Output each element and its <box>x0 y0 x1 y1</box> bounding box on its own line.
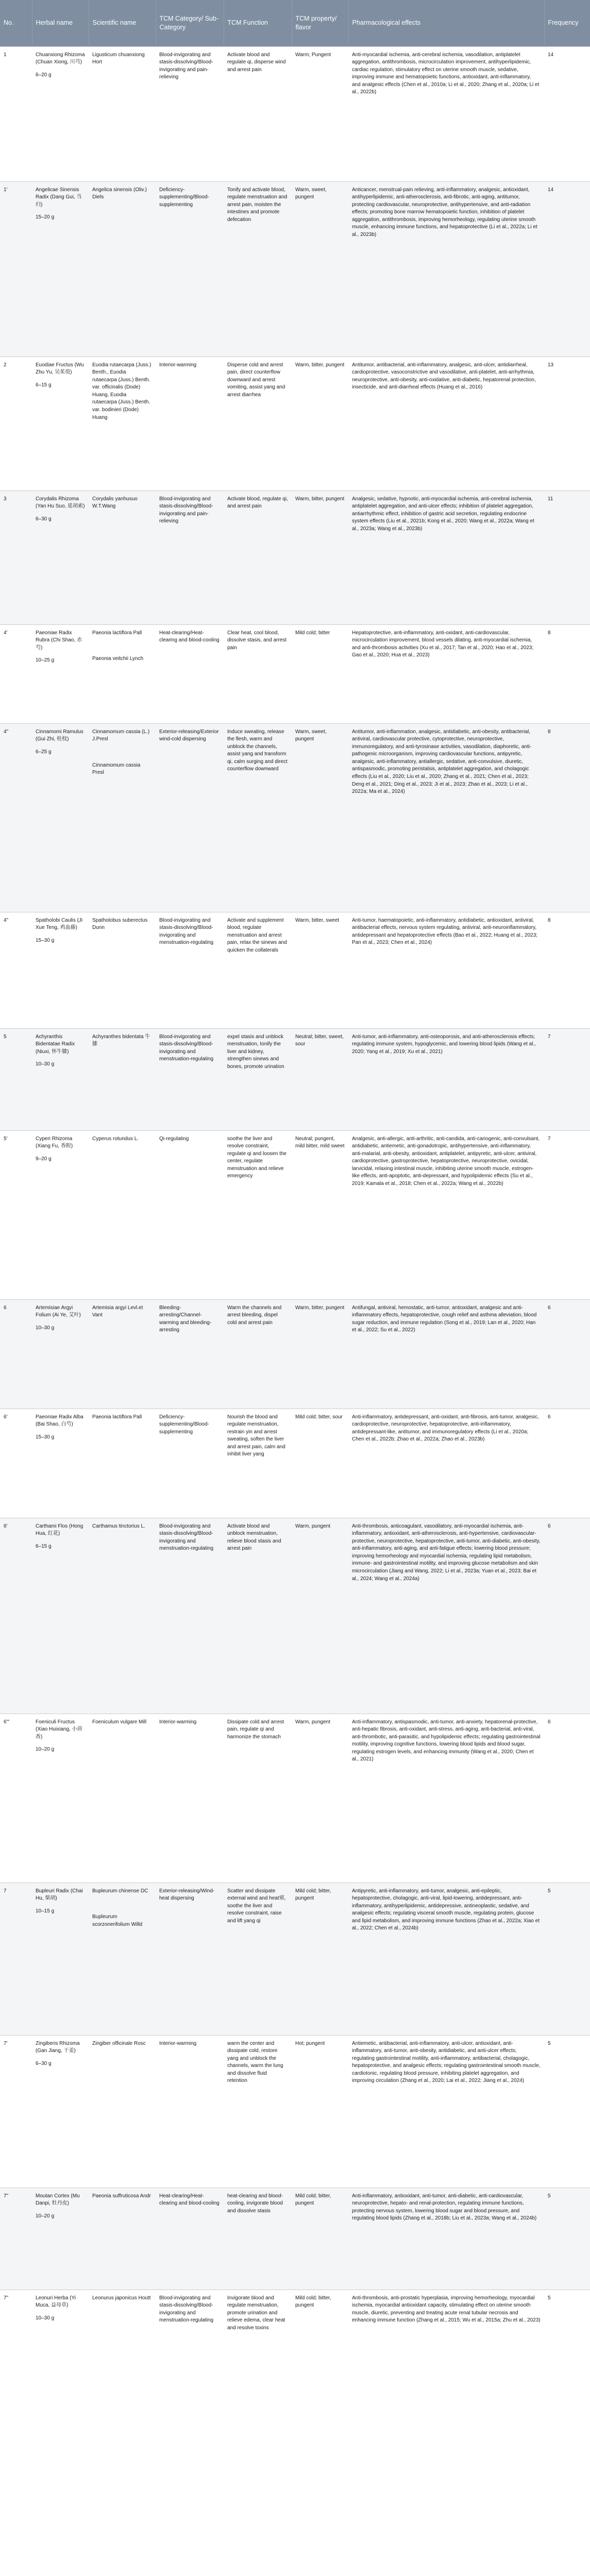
cell-category: Heat-clearing/Heat-clearing and blood-cooling <box>156 2188 224 2290</box>
cell-scientific-name <box>89 2290 156 2406</box>
cell-function: Scatter and dissipate external wind and heat邪, soothe the liver and resolve constraint, raise and lift yang qi <box>224 1883 292 2035</box>
cell-scientific-name <box>89 723 156 912</box>
cell-function: Tonify and activate blood, regulate menstruation and arrest pain, moisten the intestines and promote defecation <box>224 181 292 357</box>
table-row <box>0 1299 590 1409</box>
cell-property: Mild cold; bitter, sour <box>292 1409 348 1518</box>
cell-scientific-name <box>89 357 156 490</box>
cell-function: Activate and supplement blood, regulate menstruation and arrest pain, relax the sinews and quicken the collaterals <box>224 912 292 1028</box>
table-row <box>0 912 590 1028</box>
cell-scientific-name <box>89 912 156 1028</box>
herbal-name-text: Moutan Cortex (Mu Danpi, 牡丹皮) <box>36 2193 80 2207</box>
scientific-name-text: Bupleurum chinense DC <box>92 1888 148 1894</box>
cell-scientific-name <box>89 624 156 723</box>
cell-pharmacological: Antipyretic, anti-inflammatory, anti-tumor, analgesic, anti-epileptic, hepatoprotective, cholagogic, anti-viral, lipid-lowering, antidepressant, anti-inflammatory, antihyperlipidemic, antidepressive, antineoplastic, sedative, and analgesic effects; regulating visceral smooth muscle, regulating protein, glucose and lipid metabolism, and improving immune functions (Zhao et al., 2022a; Xiao et al., 2022; Chen et al., 2024b) <box>348 1883 544 2035</box>
cell-property: Warm, sweet, pungent <box>292 723 348 912</box>
cell-function: Clear heat, cool blood, dissolve stasis, and arrest pain <box>224 624 292 723</box>
dose-text: 10–20 g <box>36 1747 55 1753</box>
table-row <box>0 1883 590 2035</box>
cell-herbal-name <box>32 490 89 624</box>
header-pharmacological: Pharmacological effects <box>348 0 544 46</box>
cell-property: Warm, bitter, pungent <box>292 357 348 490</box>
cell-function: warm the center and dissipate cold, restore yang and unblock the channels, warm the lung and dissolve fluid retention <box>224 2035 292 2188</box>
cell-no: 4" <box>0 912 32 1028</box>
cell-category: Bleeding-arresting/Channel-warming and bleeding-arresting <box>156 1299 224 1409</box>
cell-function: Invigorate blood and regulate menstruation, promote urination and relieve edema, clear heat and resolve toxins <box>224 2290 292 2406</box>
table-row <box>0 1518 590 1714</box>
table-row <box>0 1409 590 1518</box>
cell-scientific-name <box>89 46 156 181</box>
cell-no: 6'" <box>0 1714 32 1883</box>
cell-frequency: 5 <box>544 2035 590 2188</box>
cell-frequency: 6 <box>544 1714 590 1883</box>
cell-category: Blood-invigorating and stasis-dissolving/Blood-invigorating and menstruation-regulating <box>156 2290 224 2406</box>
cell-pharmacological: Anti-thrombosis, anticoagulant, vasodilatory, anti-myocardial ischemia, anti-inflammatory, antioxidant, anti-atherosclerosis, anti-hypertensive, cardiovascular-protective, neuroprotective, hepatoprotective, anti-tumor, anti-diabetic, anti-obesity, anti-inflammatory, anti-aging, and anti-fatigue effects; lowering blood pressure; improving hemorheology and myocardial ischemia, regulating lipid metabolism, immune- and gastrointestinal motility, and improving glucose metabolism and skin microcirculation (Jiang and Wang, 2022; Li et al., 2023a; Yuan et al., 2023; Bai et al., 2024; Wang et al., 2024a) <box>348 1518 544 1714</box>
cell-frequency: 6 <box>544 1299 590 1409</box>
cell-frequency: 5 <box>544 2290 590 2406</box>
table-row <box>0 46 590 181</box>
cell-property: Warm, pungent <box>292 1518 348 1714</box>
cell-property: Warm; Pungent <box>292 46 348 181</box>
herbal-name-text: Angelicae Sinensis Radix (Dang Gui, 当归) <box>36 187 82 208</box>
cell-property: Mild cold; bitter <box>292 624 348 723</box>
cell-no: 6' <box>0 1409 32 1518</box>
herbal-name-text: Corydalis Rhizoma (Yan Hu Suo, 延胡索) <box>36 496 85 510</box>
scientific-name-text: Cinnamomum cassia Presl <box>92 762 141 776</box>
cell-frequency: 5 <box>544 2188 590 2290</box>
cell-category: Qi-regulating <box>156 1130 224 1299</box>
cell-scientific-name <box>89 1883 156 2035</box>
cell-herbal-name <box>32 2035 89 2188</box>
cell-herbal-name <box>32 1518 89 1714</box>
cell-scientific-name <box>89 1028 156 1130</box>
table-row <box>0 723 590 912</box>
header-scientific-name: Scientific name <box>89 0 156 46</box>
dose-text: 10–25 g <box>36 657 55 664</box>
herbal-name-text: Bupleuri Radix (Chai Hu, 柴胡) <box>36 1888 83 1902</box>
scientific-name-text: Paeonia lactiflora Pall <box>92 1414 142 1420</box>
herbal-name-text: Leonuri Herba (Yi Muca, 益母草) <box>36 2295 76 2309</box>
cell-scientific-name <box>89 1714 156 1883</box>
cell-pharmacological: Anti-thrombosis, anti-prostatic hyperplasia, improving hemorheology, myocardial ischemia, myocardial antioxidant capacity, stimulating effect on uterine smooth muscle, diuretic, preventing and treating acute renal tubular necrosis and enhancing immune function (Zhang et al., 2015; Wu et al., 2015a; Zhu et al., 2023) <box>348 2290 544 2406</box>
table-row <box>0 2035 590 2188</box>
scientific-name-text: Carthamus tinctorius L. <box>92 1523 145 1529</box>
cell-property: Warm, bitter, sweet <box>292 912 348 1028</box>
cell-category: Deficiency-supplementing/Blood-supplementing <box>156 1409 224 1518</box>
cell-no: 2 <box>0 357 32 490</box>
table-row <box>0 2290 590 2406</box>
scientific-name-text: Corydalis yanhusuo W.T.Wang <box>92 496 138 510</box>
header-category: TCM Category/ Sub-Category <box>156 0 224 46</box>
cell-herbal-name <box>32 46 89 181</box>
dose-text: 10–20 g <box>36 2213 55 2219</box>
scientific-name-text: Spatholobus suberectus Dunn <box>92 917 148 931</box>
cell-category: Blood-invigorating and stasis-dissolving/Blood-invigorating and menstruation-regulating <box>156 1518 224 1714</box>
cell-pharmacological: Anti-inflammatory, antispasmodic, anti-tumor, anti-anxiety, hepatorenal-protective, anti-hepatic fibrosis, anti-oxidant, anti-stress, anti-aging, anti-bacterial, anti-viral, anti-thrombotic, anti-parasitic, and hypolipidemic effects; regulating gastrointestinal motility, improving cognitive functions, lowering blood lipids and blood sugar, regulating estrogen levels, and enhancing immunity (Wang et al., 2020; Chen et al., 2021) <box>348 1714 544 1883</box>
cell-category: Heat-clearing/Heat-clearing and blood-cooling <box>156 624 224 723</box>
dose-text: 15–30 g <box>36 1434 55 1440</box>
table-row <box>0 490 590 624</box>
header-no: No. <box>0 0 32 46</box>
cell-herbal-name <box>32 181 89 357</box>
cell-function: soothe the liver and resolve constraint, regulate qi and loosen the center, regulate menstruation and relieve emergency <box>224 1130 292 1299</box>
cell-function: Activate blood and unblock menstruation, relieve blood stasis and arrest pain <box>224 1518 292 1714</box>
cell-frequency: 6 <box>544 1518 590 1714</box>
header-herbal-name: Herbal name <box>32 0 89 46</box>
cell-herbal-name <box>32 1409 89 1518</box>
cell-herbal-name <box>32 1714 89 1883</box>
cell-no: 7" <box>0 2290 32 2406</box>
cell-no: 1 <box>0 46 32 181</box>
cell-herbal-name <box>32 723 89 912</box>
herbal-name-text: Achyranthis Bidentatae Radix (Niuxi, 怀牛膝) <box>36 1033 75 1055</box>
cell-frequency: 6 <box>544 1409 590 1518</box>
cell-scientific-name <box>89 1518 156 1714</box>
table-row <box>0 2188 590 2290</box>
cell-category: Exterior-releasing/Exterior wind-cold dispersing <box>156 723 224 912</box>
cell-herbal-name <box>32 1883 89 2035</box>
table-row <box>0 624 590 723</box>
cell-no: 5' <box>0 1130 32 1299</box>
cell-herbal-name <box>32 912 89 1028</box>
cell-herbal-name <box>32 357 89 490</box>
cell-property: Mild cold; bitter, pungent <box>292 1883 348 2035</box>
header-function: TCM Function <box>224 0 292 46</box>
table-row <box>0 181 590 357</box>
cell-property: Mild cold; bitter, pungent <box>292 2290 348 2406</box>
scientific-name-text: Paeonia veitchii Lynch <box>92 656 144 662</box>
scientific-name-text: Foeniculum vulgare Mill <box>92 1719 147 1725</box>
dose-text: 9–20 g <box>36 1156 52 1162</box>
cell-property: Neutral; bitter, sweet, sour <box>292 1028 348 1130</box>
cell-pharmacological: Hepatoprotective, anti-inflammatory, anti-oxidant, anti-cardiovascular, microcirculation improvement, blood vessels dilating, anti-myocardial ischemia, and anti-thrombosis activities (Xu et al., 2017; Tan et al., 2020; Hao et al., 2023; Gao et al., 2020; Hua et al., 2023) <box>348 624 544 723</box>
cell-category: Blood-invigorating and stasis-dissolving/Blood-invigorating and menstruation-regulating <box>156 912 224 1028</box>
dose-text: 10–30 g <box>36 1325 55 1331</box>
cell-pharmacological: Anti-tumor, haematopoietic, anti-inflammatory, antidiabetic, antioxidant, antiviral, antibacterial effects, nervous system regulating, antiviral, anti-neuroinflammatory, antidepressant and hepatoprotective effects (Bao et al., 2022; Huang et al., 2023; Pan et al., 2023; Chen et al., 2024) <box>348 912 544 1028</box>
cell-herbal-name <box>32 1130 89 1299</box>
cell-category: Deficiency-supplementing/Blood-supplementing <box>156 181 224 357</box>
header-frequency: Frequency <box>544 0 590 46</box>
table-header-row <box>0 0 590 46</box>
cell-scientific-name <box>89 1299 156 1409</box>
cell-pharmacological: Analgesic, sedative, hypnotic, anti-myocardial ischemia, anti-cerebral ischemia, antiplatelet aggregation, and anti-ulcer effects; inhibition of platelet aggregation, antiarrhythmic effect, inhibition of gastric acid secretion, regulating endocrine system effects (Liu et al., 2021b; Kong et al., 2020; Wang et al., 2022a; Wang et al., 2023a; Wang et al., 2023b) <box>348 490 544 624</box>
herbal-name-text: Spatholobi Caulis (Ji Xue Teng, 鸡血藤) <box>36 917 83 931</box>
herbal-name-text: Paeoniae Radix Alba (Bai Shao, 白芍) <box>36 1414 83 1428</box>
cell-scientific-name <box>89 1130 156 1299</box>
herbal-name-text: Artemisiae Argyi Folium (Ai Ye, 艾叶) <box>36 1304 81 1318</box>
cell-property: Warm, pungent <box>292 1714 348 1883</box>
cell-property: Warm, sweet, pungent <box>292 181 348 357</box>
cell-frequency: 5 <box>544 1883 590 2035</box>
cell-pharmacological: Antitumor, anti-inflammation, analgesic, antidiabetic, anti-obesity, antibacterial, antiviral, cardiovascular protective, cytoprotective, neuroprotective, immunoregulatory, and anti-tyrosinase activities, vasodilation, diaphoretic, anti-pathogenic microorganism, improving cardiovascular functions, antipyretic, analgesic, anti-inflammatory, antiallergic, sedative, anti-convulsive, diuretic, antispasmodic, promoting peristalsis, antiplatelet aggregation, and cholagogic effects (Liu et al., 2020; Liu et al., 2020; Zhang et al., 2021; Chen et al., 2023; Deng et al., 2021; Ding et al., 2023; Ji et al., 2023; Zhao et al., 2023; Li et al., 2022a; Ma et al., 2024) <box>348 723 544 912</box>
cell-scientific-name <box>89 2035 156 2188</box>
cell-herbal-name <box>32 2188 89 2290</box>
scientific-name-text: Euodia rutaecarpa (Juss.) Benth., Euodia rutaecarpa (Juss.) Benth. var. officinalis (Dode) Huang, Euodia rutaecarpa (Juss.) Benth. var. bodinieri (Dode) Huang <box>92 362 151 420</box>
cell-pharmacological: Anti-myocardial ischemia, anti-cerebral ischemia, vasodilation, antiplatelet aggregation, antithrombosis, microcirculation improvement, antihyperlipidemic, cardiac regulation, stimulatory effect on uterine smooth muscle, sedative, improving immune and hematopoietic functions, antioxidant, anti-inflammatory, and analgesic effects (Chen et al., 2010a; Li et al., 2020; Zhang et al., 2020a; Li et al., 2022b) <box>348 46 544 181</box>
cell-no: 7 <box>0 1883 32 2035</box>
cell-pharmacological: Antifungal, antiviral, hemostatic, anti-tumor, antioxidant, analgesic and anti-inflammatory effects, hepatoprotective, cough relief and asthma alleviation, blood sugar reduction, and immune regulation (Song et al., 2019; Lan et al., 2020; Han et al., 2022; Su et al., 2022) <box>348 1299 544 1409</box>
cell-category: Interior-warming <box>156 1714 224 1883</box>
dose-text: 6–20 g <box>36 72 52 78</box>
dose-text: 6–30 g <box>36 2060 52 2066</box>
dose-text: 10–15 g <box>36 1908 55 1914</box>
scientific-name-text: Cyperus rotundus L. <box>92 1136 139 1142</box>
table-row <box>0 1028 590 1130</box>
cell-category: Blood-invigorating and stasis-dissolving/Blood-invigorating and pain-relieving <box>156 46 224 181</box>
cell-herbal-name <box>32 2290 89 2406</box>
cell-property: Neutral; pungent, mild bitter, mild sweet <box>292 1130 348 1299</box>
cell-category: Interior-warming <box>156 357 224 490</box>
scientific-name-text: Artemisia argyi Levl.et Vant <box>92 1304 143 1318</box>
cell-no: 7" <box>0 2188 32 2290</box>
cell-function: Induce sweating, release the flesh, warm and unblock the channels, assist yang and transform qi, calm surging and direct counterflow downward <box>224 723 292 912</box>
cell-frequency: 8 <box>544 624 590 723</box>
cell-frequency: 8 <box>544 912 590 1028</box>
scientific-name-text: Paeonia lactiflora Pall <box>92 630 142 636</box>
herbal-name-text: Zingiberis Rhizoma (Gan Jiang, 干姜) <box>36 2040 80 2054</box>
cell-function: Nourish the blood and regulate menstruation, restrain yin and arrest sweating, soften the liver and arrest pain, calm and inhibit liver yang <box>224 1409 292 1518</box>
cell-pharmacological: Anticancer, menstrual-pain relieving, anti-inflammatory, analgesic, antioxidant, antihyperlipidemic, anti-atherosclerosis, anti-fibrotic, anti-aging, antitumor, protecting cardiovascular, neuroprotective, antihypertensive, and anti-radiation effects; promoting bone marrow hematopoietic function, inhibition of platelet aggregation, antithrombosis, improving hemorheology, regulating uterine smooth muscle, enhancing immune functions, and hepatoprotective (Li et al., 2022a; Li et al., 2023b) <box>348 181 544 357</box>
scientific-name-text: Cinnamomum cassia (L.) J.Presl <box>92 728 150 742</box>
cell-no: 4" <box>0 723 32 912</box>
cell-pharmacological: Antitumor, antibacterial, anti-inflammatory, analgesic, anti-ulcer, antidiarrheal, cardioprotective, vasoconstrictive and vasodilative, anti-platelet, anti-arrhythmia, neuroprotective, anti-obesity, anti-oxidative, anti-diabetic, hepatorenal protection, insecticide, and anti-diarrheal effects (Huang et al., 2016) <box>348 357 544 490</box>
cell-scientific-name <box>89 2188 156 2290</box>
cell-frequency: 14 <box>544 181 590 357</box>
cell-pharmacological: Anti-tumor, anti-inflammatory, anti-osteoporosis, and anti-atherosclerosis effects; regulating immune system, hypoglycemic, and lowering blood lipids (Wang et al., 2020; Yang et al., 2019; Xu et al., 2021) <box>348 1028 544 1130</box>
cell-scientific-name <box>89 181 156 357</box>
cell-pharmacological: Anti-inflammatory, antioxidant, anti-tumor, anti-diabetic, anti-cardiovascular, neuroprotective, hepato- and renal-protection, regulating immune functions, protecting nervous system, lowering blood sugar and blood pressure, and regulating blood lipids (Zhang et al., 2018b; Liu et al., 2023a; Wang et al., 2024b) <box>348 2188 544 2290</box>
cell-function: Disperse cold and arrest pain, direct counterflow downward and arrest vomiting, assist yang and arrest diarrhea <box>224 357 292 490</box>
cell-category: Exterior-releasing/Wind-heat dispersing <box>156 1883 224 2035</box>
cell-function: heat-clearing and blood-cooling, invigorate blood and dissolve stasis <box>224 2188 292 2290</box>
dose-text: 6–15 g <box>36 382 52 388</box>
herbal-name-text: Cinnamomi Ramulus (Gui Zhi, 桂枝) <box>36 728 83 742</box>
cell-function: Warm the channels and arrest bleeding, dispel cold and arrest pain <box>224 1299 292 1409</box>
scientific-name-text: Paeonia suffruticosa Andr <box>92 2193 151 2199</box>
dose-text: 15–20 g <box>36 214 55 221</box>
cell-frequency: 7 <box>544 1028 590 1130</box>
cell-no: 6 <box>0 1299 32 1409</box>
cell-function: Activate blood, regulate qi, and arrest pain <box>224 490 292 624</box>
cell-property: Hot; pungent <box>292 2035 348 2188</box>
cell-no: 5 <box>0 1028 32 1130</box>
cell-herbal-name <box>32 1028 89 1130</box>
dose-text: 10–30 g <box>36 2315 55 2321</box>
table-row <box>0 357 590 490</box>
cell-frequency: 14 <box>544 46 590 181</box>
cell-frequency: 11 <box>544 490 590 624</box>
cell-no: 7' <box>0 2035 32 2188</box>
header-property: TCM property/ flavor <box>292 0 348 46</box>
herbal-name-text: Euodiae Fructus (Wu Zhu Yu, 吴茱萸) <box>36 362 84 376</box>
scientific-name-text: Zingiber officinale Rosc <box>92 2040 146 2046</box>
dose-text: 6–30 g <box>36 516 52 522</box>
cell-herbal-name <box>32 624 89 723</box>
dose-text: 6–15 g <box>36 1543 52 1549</box>
herbal-name-text: Chuanxiong Rhizoma (Chuan Xiong, 川芎) <box>36 52 85 65</box>
cell-no: 1' <box>0 181 32 357</box>
cell-function: Dissipate cold and arrest pain, regulate qi and harmonize the stomach <box>224 1714 292 1883</box>
herbal-name-text: Foeniculi Fructus (Xiao Huixiang, 小茴香) <box>36 1719 82 1740</box>
cell-function: expel stasis and unblock menstruation, tonify the liver and kidney, strengthen sinews and bones, promote urination <box>224 1028 292 1130</box>
cell-scientific-name <box>89 1409 156 1518</box>
cell-herbal-name <box>32 1299 89 1409</box>
cell-category: Blood-invigorating and stasis-dissolving/Blood-invigorating and menstruation-regulating <box>156 1028 224 1130</box>
cell-frequency: 13 <box>544 357 590 490</box>
table-row <box>0 1714 590 1883</box>
cell-no: 3 <box>0 490 32 624</box>
dose-text: 15–30 g <box>36 937 55 943</box>
scientific-name-text: Achyranthes bidentata 牛膝 <box>92 1033 150 1047</box>
cell-category: Interior-warming <box>156 2035 224 2188</box>
cell-scientific-name <box>89 490 156 624</box>
herbal-name-text: Cyperi Rhizoma (Xiang Fu, 香附) <box>36 1136 73 1149</box>
cell-pharmacological: Antiemetic, antibacterial, anti-inflammatory, anti-ulcer, antioxidant, anti-inflammatory, anti-tumor, anti-obesity, antidiabetic, and anti-ulcer effects; regulating gastrointestinal motility, anti-inflammatory, antibacterial, cholagogic, hepatoprotective, and analgesic effects; regulating gastrointestinal smooth muscle, cardiotonic, regulating blood pressure, inhibiting platelet aggregation, and improving circulation (Zhang et al., 2020; Lai et al., 2022; Jiang et al., 2024) <box>348 2035 544 2188</box>
cell-property: Warm, bitter, pungent <box>292 1299 348 1409</box>
cell-frequency: 8 <box>544 723 590 912</box>
table-row <box>0 1130 590 1299</box>
cell-pharmacological: Analgesic, anti-allergic, anti-arthritic, anti-candida, anti-cariogenic, anti-convulsant, antidiabetic, antiemetic, anti-gonadotropic, antihypertensive, anti-inflammatory, anti-malarial, anti-obesity, antioxidant, antiplatelet, antipyretic, anti-ulcer, antiviral, cardioprotective, gastroprotective, hepatoprotective, neuroprotective, ovicidal, larvicidal, relaxing intestinal muscle, inhibiting uterine smooth muscle, estrogen-like effects, anti-apoptotic, anti-depressant, and hypolipidemic effects (Su et al., 2019; Kamala et al., 2018; Chen et al., 2022a; Wang et al., 2022b) <box>348 1130 544 1299</box>
cell-no: 6' <box>0 1518 32 1714</box>
cell-category: Blood-invigorating and stasis-dissolving/Blood-invigorating and pain-relieving <box>156 490 224 624</box>
table-body <box>0 46 590 2406</box>
cell-function: Activate blood and regulate qi, disperse wind and arrest pain <box>224 46 292 181</box>
cell-property: Warm, bitter, pungent <box>292 490 348 624</box>
scientific-name-text: Bupleurum scorzonerifolium Willd <box>92 1914 143 1927</box>
herbal-name-text: Carthami Flos (Hong Hua, 红花) <box>36 1523 83 1537</box>
scientific-name-text: Leonurus japonicus Houtt <box>92 2295 151 2301</box>
dose-text: 10–30 g <box>36 1061 55 1067</box>
herbal-name-text: Paeoniae Radix Rubra (Chi Shao, 赤芍) <box>36 630 82 651</box>
scientific-name-text: Angelica sinensis (Oliv.) Diels <box>92 187 147 200</box>
cell-pharmacological: Anti-inflammatory, antidepressant, anti-oxidant, anti-fibrosis, anti-tumor, analgesic, cardioprotective, neuroprotective, hepatoprotective, anti-inflammatory, antidepressant-like, antitumor, and immunoregulatory effects (Li et al., 2020a; Chen et al., 2022b; Zhao et al., 2022a; Zhao et al., 2023b) <box>348 1409 544 1518</box>
cell-no: 4' <box>0 624 32 723</box>
cell-property: Mild cold; bitter, pungent <box>292 2188 348 2290</box>
cell-frequency: 7 <box>544 1130 590 1299</box>
scientific-name-text: Ligusticum chuanxiong Hort <box>92 52 145 65</box>
dose-text: 6–25 g <box>36 749 52 755</box>
